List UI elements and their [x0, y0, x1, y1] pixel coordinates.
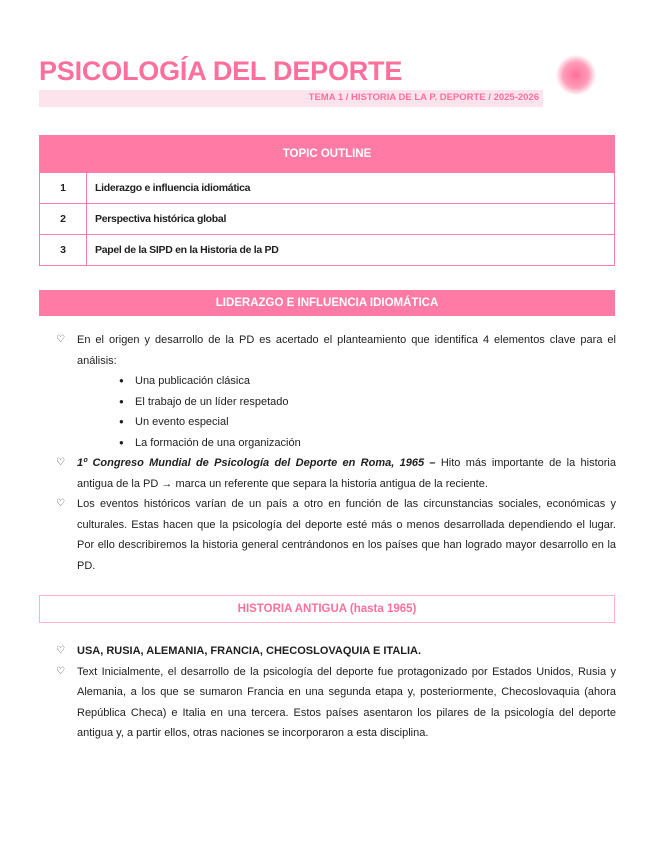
- paragraph-historia-antigua: Text Inicialmente, el desarrollo de la psicología del deporte fue protagonizado por Estados Unidos, Rusia y Alemania, a los que se sumaron Francia en una segunda etapa y, posteriormente, Checoslovaquia (ahora República Checa) e Italia en una tercera. Estos países asentaron los pilares de la psicología del deporte antigua y, a partir ellos, otras naciones se incorporaron a esta disciplina.: [77, 665, 616, 739]
- heart-outline-icon: ♡: [56, 334, 65, 345]
- congreso-highlight: 1º Congreso Mundial de Psicología del Deporte en Roma, 1965 –: [77, 457, 436, 469]
- row-number: 2: [40, 204, 87, 235]
- table-row: [40, 204, 615, 235]
- row-topic: Papel de la SIPD en la Historia de la PD: [87, 235, 615, 266]
- list-item: [56, 662, 616, 744]
- section-historia-antigua-body: [56, 641, 616, 744]
- section-liderazgo-body: [56, 330, 616, 576]
- decorative-blob-icon: [556, 55, 596, 95]
- table-row: [40, 173, 615, 204]
- list-item: [56, 453, 616, 494]
- heart-outline-icon: ♡: [56, 645, 65, 656]
- list-item: ● Un evento especial: [119, 412, 616, 433]
- list-item: [56, 641, 616, 662]
- paragraph-elements-intro: En el origen y desarrollo de la PD es acertado el planteamiento que identifica 4 elementos clave para el análisis:: [77, 334, 616, 367]
- row-number: 1: [40, 173, 87, 204]
- list-item: ● Una publicación clásica: [119, 371, 616, 392]
- subtitle-bar: [39, 90, 543, 107]
- section-heading-liderazgo: LIDERAZGO E INFLUENCIA IDIOMÁTICA: [39, 290, 615, 316]
- list-item: ● La formación de una organización: [119, 433, 616, 454]
- list-item: ● El trabajo de un líder respetado: [119, 392, 616, 413]
- row-number: 3: [40, 235, 87, 266]
- paragraph-eventos: Los eventos históricos varían de un país a otro en función de las circunstancias sociales, económicas y culturales. Estas hacen que la psicología del deporte esté más o menos desarrollada dependiendo el lugar. Por ello describiremos la historia general centrándonos en los países que han logrado mayor desarrollo en la PD.: [77, 498, 616, 572]
- list-item: [56, 330, 616, 453]
- heart-outline-icon: ♡: [56, 498, 65, 509]
- list-item: [56, 494, 616, 576]
- elements-list: [77, 371, 616, 453]
- document-title: PSICOLOGÍA DEL DEPORTE: [39, 56, 403, 86]
- row-topic: Perspectiva histórica global: [87, 204, 615, 235]
- topic-outline-heading: TOPIC OUTLINE: [40, 136, 615, 173]
- section-heading-historia-antigua: HISTORIA ANTIGUA (hasta 1965): [39, 595, 615, 623]
- table-row: [40, 235, 615, 266]
- countries-heading: USA, RUSIA, ALEMANIA, FRANCIA, CHECOSLOVAQUIA E ITALIA.: [77, 645, 422, 657]
- heart-outline-icon: ♡: [56, 457, 65, 468]
- document-subtitle: TEMA 1 / HISTORIA DE LA P. DEPORTE / 2025-2026: [308, 92, 539, 103]
- row-topic: Liderazgo e influencia idiomática: [87, 173, 615, 204]
- heart-outline-icon: ♡: [56, 665, 65, 677]
- paragraph-congreso: Hito más importante de la historia antigua de la PD → marca un referente que separa la historia antigua de la reciente.: [77, 457, 616, 490]
- topic-outline-table: [39, 135, 615, 266]
